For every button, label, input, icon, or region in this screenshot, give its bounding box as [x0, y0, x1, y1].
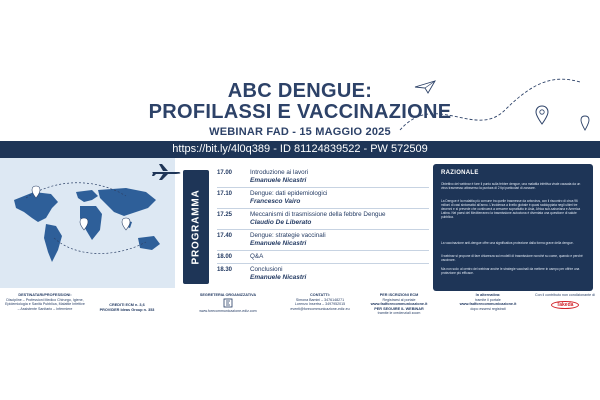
programma-tab [183, 170, 209, 284]
sponsor-logo: Takeda [551, 301, 580, 310]
info-title: In alternativa: [475, 293, 501, 297]
provider-text: PROVIDER Ideas Group n. 353 [99, 307, 155, 312]
program-time: 18.30 [217, 267, 233, 273]
iscrizioni-line: Registrarsi al portale [382, 297, 416, 302]
program-time: 17.40 [217, 233, 233, 239]
destinatari-block [4, 293, 86, 311]
footer [0, 293, 600, 327]
crediti-block [92, 303, 162, 312]
contatti-line: Simona Bamini – 3476148271 [295, 297, 345, 302]
program-title: Meccanismi di trasmissione della febbre Dengue [250, 211, 386, 218]
divider [217, 187, 429, 188]
sponsor-text: Con il contributo non condizionante di [535, 293, 595, 297]
info-block [448, 293, 528, 311]
program-title: Dengue: strategie vaccinali [250, 232, 326, 239]
seguire-title: PER SEGUIRE IL WEBINAR [374, 306, 424, 311]
contatti-title: CONTATTI: [310, 293, 330, 297]
sponsor-block [535, 293, 595, 309]
contatti-line: Lorenzo Insertra – 3497952015 [294, 302, 346, 306]
programma-label: PROGRAMMA [190, 189, 202, 265]
link-bar[interactable]: https://bit.ly/4l0q389 - ID 81124839522 - PW 572509 [0, 141, 600, 158]
segreteria-logo-icon [223, 298, 233, 308]
razionale-paragraph: Il webinar si propone di fare chiarezza sui modelli di trasmissione nonché su come, quando e perché vaccinare. [441, 254, 583, 263]
razionale-title: RAZIONALE [441, 170, 479, 176]
razionale-box [433, 164, 593, 291]
divider [217, 208, 429, 209]
program-speaker: Francesco Vairo [250, 198, 301, 205]
iscrizioni-block [360, 293, 438, 316]
program-time: 17.00 [217, 170, 233, 176]
razionale-paragraph: Obiettivo del webinar è fare il punto sulla febbre dengue, una malattia infettiva virale causata da un virus trasmesso attraverso la puntura di 2 tipi particolari di zanzare. [441, 182, 581, 191]
program-title: Introduzione ai lavori [250, 169, 309, 176]
program-time: 18.00 [217, 254, 233, 260]
iscrizioni-title: PER ISCRIZIONI ECM [379, 293, 419, 297]
divider [217, 229, 429, 230]
razionale-paragraph: Ma non solo: al centro del webinar anche le strategie vaccinali da mettere in campo per offrire una protezione più efficace. [441, 267, 580, 276]
program-speaker: Emanuele Nicastri [250, 274, 307, 281]
contatti-block [280, 293, 360, 311]
razionale-paragraph: La vaccinazione anti-dengue offre una significativa protezione dalla forma grave della dengue. [441, 241, 574, 245]
program-speaker: Emanuele Nicastri [250, 240, 307, 247]
divider [217, 250, 429, 251]
subtitle: WEBINAR FAD - 15 MAGGIO 2025 [209, 126, 391, 138]
airplane-icon [150, 163, 182, 181]
segreteria-title: SEGRETERIA ORGANIZZATIVA [199, 293, 257, 297]
destinatari-text: Discipline – Professioni Medico Chirurgo, Igiene, Epidemiologia e Sanità Pubblica, Malattie Infettive – Assistente Sanitario – Infermiere [5, 297, 85, 311]
title-line-2: PROFILASSI E VACCINAZIONE [148, 101, 452, 123]
info-line: dopo essersi registrati [470, 306, 506, 311]
contatti-email[interactable]: eventi@forecommunicazione-ediz.eu [290, 306, 350, 311]
segreteria-url[interactable]: www.forecommunicazione-ediz.com [199, 309, 257, 313]
info-url[interactable]: www.fadforecommunicazione.it [459, 302, 517, 306]
world-map-icon [6, 178, 171, 278]
seguire-text: tramite le credenziali zoom [377, 311, 421, 315]
segreteria-block [178, 293, 278, 314]
program-title: Dengue: dati epidemiologici [250, 190, 328, 197]
program-speaker: Emanuele Nicastri [250, 177, 307, 184]
destinatari-title: DESTINATARI/PROFESSIONI: [18, 293, 72, 297]
razionale-paragraph: La Dengue è la malattia più comune tra quelle trasmesse da arbovirus, con il riscontro di circa 96 milioni di casi sintomatici all'anno. L'incidenza a livello globale è quasi raddoppiata negli ultimi tre decenni e si prevede che continuerà a crescere soprattutto in Asia, Africa sub-sahariana e America Latina. Nei paesi del Mediterraneo la trasmissione autoctona è diventata una questione di salute pubblica. [441, 199, 581, 220]
program-title: Q&A [250, 253, 264, 260]
bottom-whitespace [0, 327, 600, 400]
program-title: Conclusioni [250, 266, 283, 273]
program-time: 17.25 [217, 212, 233, 218]
title-line-1: ABC DENGUE: [227, 80, 373, 102]
divider [217, 263, 429, 264]
program-time: 17.10 [217, 191, 233, 197]
iscrizioni-url[interactable]: www.fadforecommunicazione.it [370, 302, 428, 306]
info-line: tramite il portale [475, 297, 501, 302]
program-speaker: Claudio De Liberato [250, 219, 312, 226]
crediti-text: CREDITI ECM n. 3,6 [109, 303, 145, 307]
